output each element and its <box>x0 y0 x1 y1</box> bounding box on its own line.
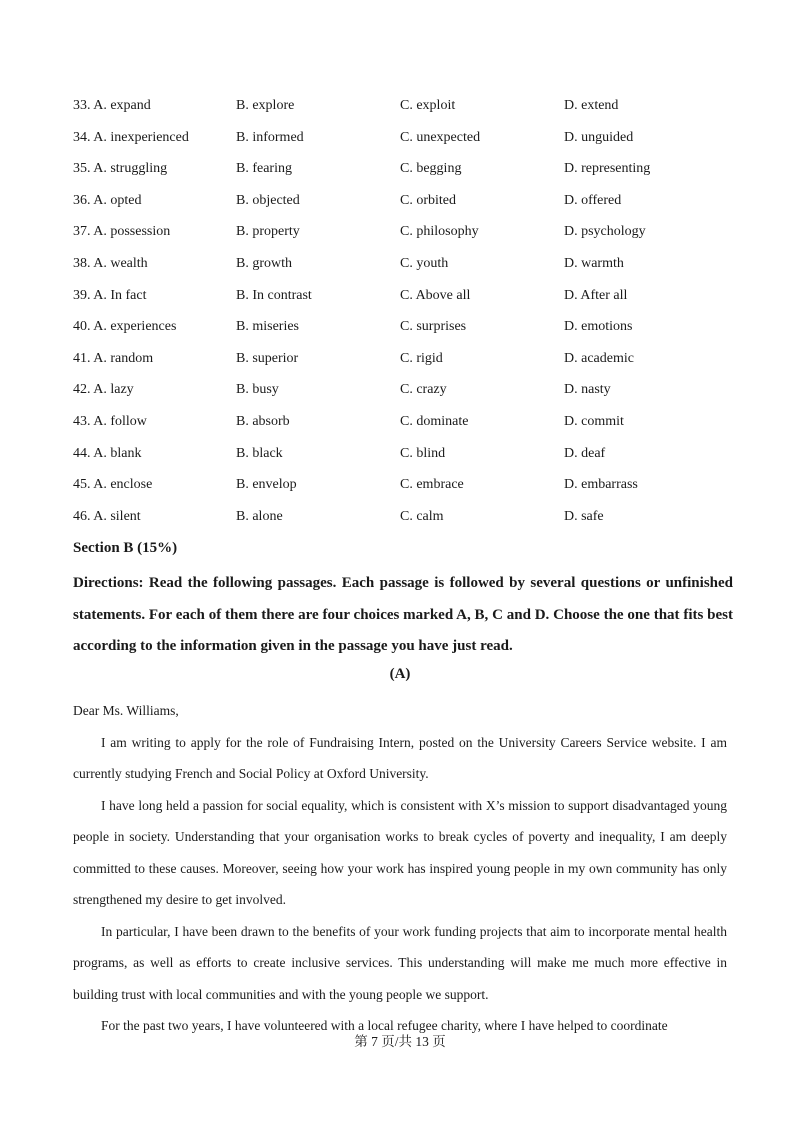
option-b: B. objected <box>236 192 300 208</box>
option-d: D. emotions <box>564 319 633 335</box>
option-a: 45. A. enclose <box>73 477 153 493</box>
option-b: B. busy <box>236 382 279 398</box>
option-c: C. Above all <box>400 287 471 303</box>
question-row <box>73 507 753 539</box>
option-c: C. rigid <box>400 350 443 366</box>
option-d: D. After all <box>564 287 628 303</box>
question-row <box>73 412 753 444</box>
option-a: 37. A. possession <box>73 224 171 240</box>
option-d: D. representing <box>564 161 651 177</box>
option-b: B. superior <box>236 350 299 366</box>
question-row <box>73 254 753 286</box>
option-a: 34. A. inexperienced <box>73 129 189 145</box>
option-d: D. deaf <box>564 445 606 461</box>
option-a: 38. A. wealth <box>73 255 148 271</box>
option-b: B. black <box>236 445 283 461</box>
option-b: B. In contrast <box>236 287 312 303</box>
option-d: D. extend <box>564 98 619 113</box>
question-row <box>73 128 753 160</box>
option-c: C. surprises <box>400 319 467 335</box>
question-row <box>73 349 753 381</box>
option-b: B. fearing <box>236 161 292 177</box>
option-b: B. informed <box>236 129 304 145</box>
option-d: D. safe <box>564 508 604 524</box>
option-c: C. dominate <box>400 413 469 429</box>
option-d: D. offered <box>564 192 622 208</box>
letter-paragraph: I am writing to apply for the role of Fundraising Intern, posted on the University Careers Service website. I am currently studying French and Social Policy at Oxford University. <box>73 734 727 781</box>
letter-paragraph: In particular, I have been drawn to the benefits of your work funding projects that aim to incorporate mental health programs, as well as efforts to create inclusive services. This understanding will make me much more effective in building trust with local communities and with the young people we support. <box>73 923 727 1002</box>
option-a: 43. A. follow <box>73 413 147 429</box>
option-c: C. youth <box>400 255 449 271</box>
question-row <box>73 191 753 223</box>
option-a: 36. A. opted <box>73 192 142 208</box>
question-row <box>73 380 753 412</box>
directions-text: Directions: Read the following passages. Each passage is followed by several questions or unfinished statements. For each of them there are four choices marked A, B, C and D. Choose the one that fits best according to the information given in the passage you have just read. <box>73 575 733 654</box>
letter-paragraph: I have long held a passion for social equality, which is consistent with X’s mission to support disadvantaged young people in society. Understanding that your organisation works to break cycles of poverty and inequality, I am deeply committed to these causes. Moreover, seeing how your work has inspired young people in my own community has only strengthened my desire to get involved. <box>73 797 727 907</box>
option-d: D. embarrass <box>564 477 638 493</box>
option-b: B. property <box>236 224 300 240</box>
option-b: B. growth <box>236 255 292 271</box>
question-row <box>73 444 753 476</box>
option-c: C. calm <box>400 508 444 524</box>
page-number-footer: 第 7 页/共 13 页 <box>354 1034 446 1049</box>
option-c: C. begging <box>400 161 462 177</box>
option-c: C. blind <box>400 445 446 461</box>
question-row <box>73 475 753 507</box>
question-row <box>73 317 753 349</box>
letter-body <box>73 695 727 1042</box>
option-b: B. miseries <box>236 319 299 335</box>
question-row <box>73 159 753 191</box>
choice-list <box>73 96 753 538</box>
letter-salutation: Dear Ms. Williams, <box>73 703 179 718</box>
option-d: D. commit <box>564 413 624 429</box>
option-d: D. psychology <box>564 224 646 240</box>
option-a: 40. A. experiences <box>73 319 177 335</box>
option-a: 42. A. lazy <box>73 382 134 398</box>
passage-label: (A) <box>389 666 411 682</box>
option-a: 46. A. silent <box>73 508 141 524</box>
option-a: 33. A. expand <box>73 98 151 113</box>
option-d: D. academic <box>564 350 634 366</box>
option-c: C. philosophy <box>400 224 479 240</box>
option-d: D. nasty <box>564 382 611 398</box>
question-row <box>73 96 753 128</box>
option-c: C. exploit <box>400 98 456 113</box>
option-a: 35. A. struggling <box>73 161 168 177</box>
option-b: B. alone <box>236 508 283 524</box>
option-b: B. explore <box>236 98 295 113</box>
section-heading: Section B (15%) <box>73 540 178 556</box>
letter-paragraph: For the past two years, I have volunteered with a local refugee charity, where I have helped to coordinate <box>101 1018 668 1033</box>
option-c: C. orbited <box>400 192 456 208</box>
option-a: 44. A. blank <box>73 445 142 461</box>
question-row <box>73 222 753 254</box>
option-c: C. unexpected <box>400 129 481 145</box>
option-d: D. unguided <box>564 129 634 145</box>
option-b: B. envelop <box>236 477 297 493</box>
option-b: B. absorb <box>236 413 290 429</box>
option-a: 39. A. In fact <box>73 287 147 303</box>
option-a: 41. A. random <box>73 350 154 366</box>
option-d: D. warmth <box>564 255 624 271</box>
option-c: C. crazy <box>400 382 447 398</box>
option-c: C. embrace <box>400 477 464 493</box>
question-row <box>73 286 753 318</box>
